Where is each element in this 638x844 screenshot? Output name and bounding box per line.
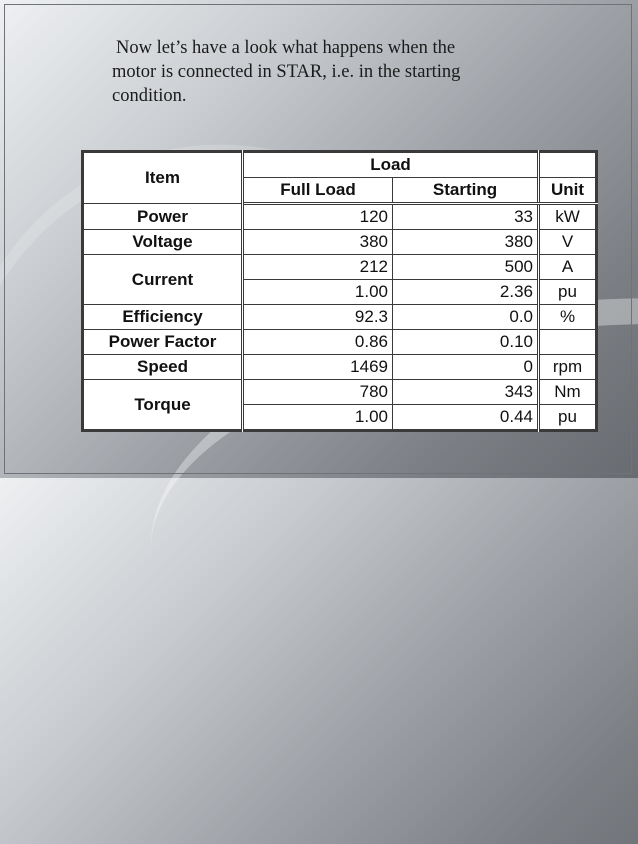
motor-data-table [81, 150, 598, 432]
header-unit-blank [539, 152, 597, 178]
row-full-load: 1.00 [243, 280, 393, 305]
header-unit: Unit [539, 178, 597, 204]
row-starting: 0.0 [393, 305, 539, 330]
row-unit: pu [539, 405, 597, 431]
row-item: Power Factor [83, 330, 243, 355]
intro-text [112, 36, 572, 108]
table-row [83, 230, 597, 255]
row-item: Torque [83, 380, 243, 431]
header-starting: Starting [393, 178, 539, 204]
row-starting: 33 [393, 204, 539, 230]
row-full-load: 0.86 [243, 330, 393, 355]
row-item: Power [83, 204, 243, 230]
row-full-load: 212 [243, 255, 393, 280]
row-unit: A [539, 255, 597, 280]
row-starting: 0.10 [393, 330, 539, 355]
row-full-load: 780 [243, 380, 393, 405]
table-row [83, 305, 597, 330]
row-starting: 0.44 [393, 405, 539, 431]
intro-line-3: condition. [112, 86, 187, 106]
row-full-load: 1469 [243, 355, 393, 380]
intro-line-2: motor is connected in STAR, i.e. in the starting [112, 62, 461, 82]
row-unit: kW [539, 204, 597, 230]
row-starting: 380 [393, 230, 539, 255]
table-row [83, 204, 597, 230]
row-item: Voltage [83, 230, 243, 255]
row-full-load: 120 [243, 204, 393, 230]
row-unit: pu [539, 280, 597, 305]
table-row [83, 330, 597, 355]
row-full-load: 92.3 [243, 305, 393, 330]
header-item: Item [83, 152, 243, 204]
table-row [83, 355, 597, 380]
row-unit: rpm [539, 355, 597, 380]
row-full-load: 1.00 [243, 405, 393, 431]
row-starting: 2.36 [393, 280, 539, 305]
row-item: Current [83, 255, 243, 305]
row-starting: 343 [393, 380, 539, 405]
row-starting: 500 [393, 255, 539, 280]
table-row [83, 380, 597, 405]
table-row [83, 255, 597, 280]
header-full-load: Full Load [243, 178, 393, 204]
row-unit [539, 330, 597, 355]
row-starting: 0 [393, 355, 539, 380]
intro-line-1: Now let’s have a look what happens when the [116, 38, 456, 58]
row-item: Speed [83, 355, 243, 380]
header-load: Load [243, 152, 539, 178]
row-unit: Nm [539, 380, 597, 405]
row-full-load: 380 [243, 230, 393, 255]
row-unit: % [539, 305, 597, 330]
row-item: Efficiency [83, 305, 243, 330]
row-unit: V [539, 230, 597, 255]
